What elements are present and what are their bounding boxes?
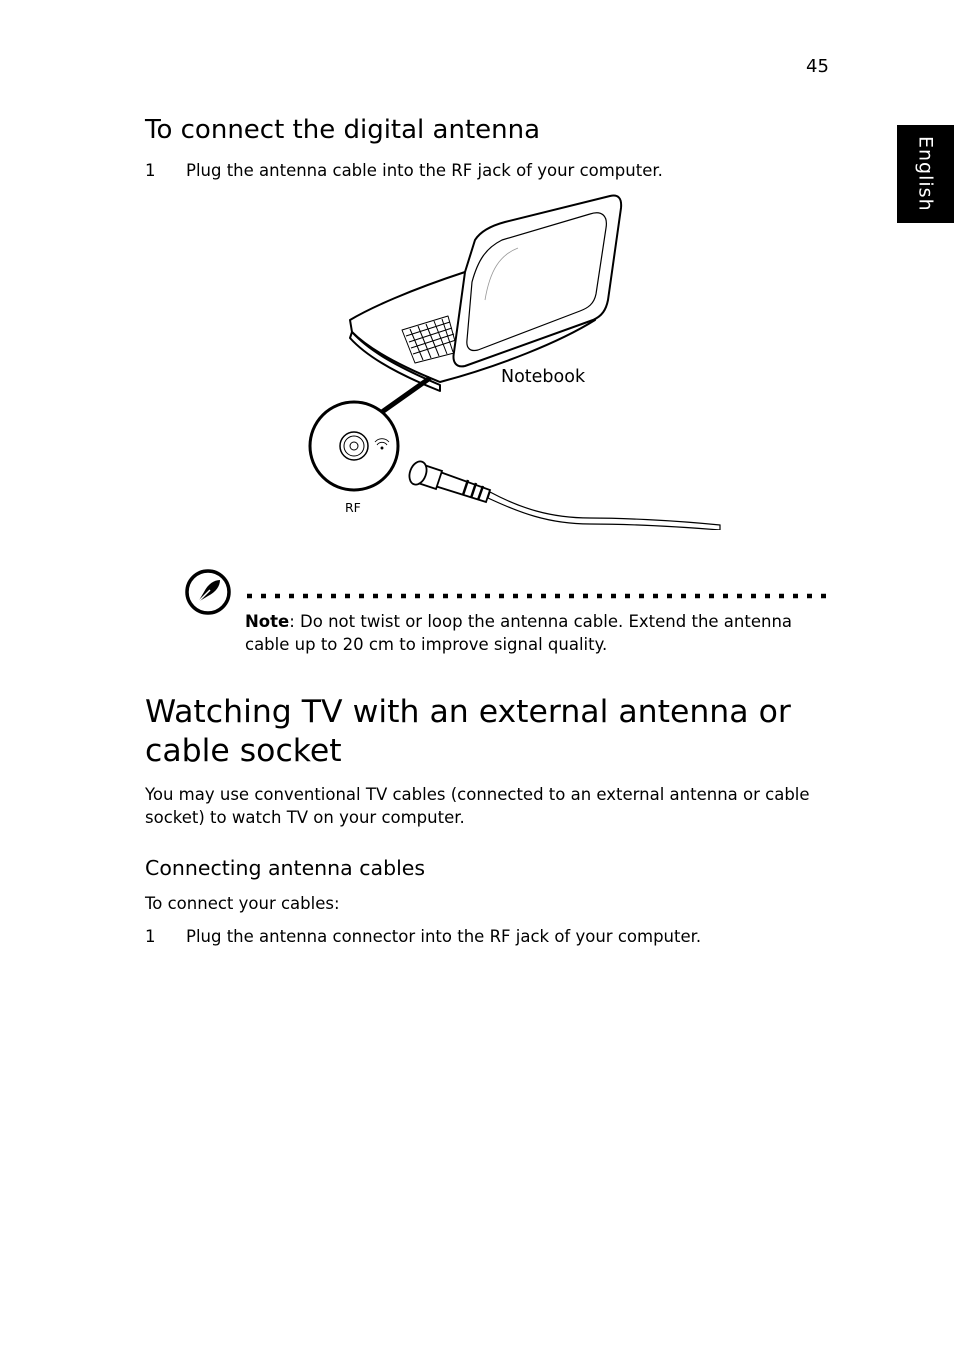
antenna-plug-drawing (406, 459, 720, 530)
note-divider (245, 584, 831, 590)
notebook-label: Notebook (501, 367, 586, 387)
step-text: Plug the antenna cable into the RF jack of your computer. (186, 161, 663, 180)
note-body: : Do not twist or loop the antenna cable. Extend the antenna cable up to 20 cm to improve signal quality. (245, 612, 793, 654)
callout-leader (382, 378, 430, 412)
language-tab-label: English (914, 136, 937, 212)
step-number: 1 (145, 927, 156, 946)
connect-intro: To connect your cables: (145, 894, 340, 913)
intro-paragraph: You may use conventional TV cables (connected to an external antenna or cable socket) to watch TV on your computer. (145, 785, 810, 827)
note-text (245, 610, 835, 656)
step-text: Plug the antenna connector into the RF jack of your computer. (186, 927, 702, 946)
antenna-connection-illustration (290, 190, 740, 530)
note-label: Note (245, 612, 290, 631)
subheading: Connecting antenna cables (145, 856, 426, 880)
section-heading: To connect the digital antenna (145, 115, 541, 145)
language-tab (897, 125, 954, 223)
notebook-drawing (350, 196, 621, 392)
page-number: 45 (806, 56, 829, 77)
step-number: 1 (145, 161, 156, 180)
rf-label: RF (345, 500, 361, 515)
main-heading: Watching TV with an external antenna or cable socket (145, 694, 791, 769)
rf-jack-callout (310, 402, 398, 490)
note-pen-icon (184, 568, 232, 616)
notebook-rf-illustration (290, 190, 740, 530)
